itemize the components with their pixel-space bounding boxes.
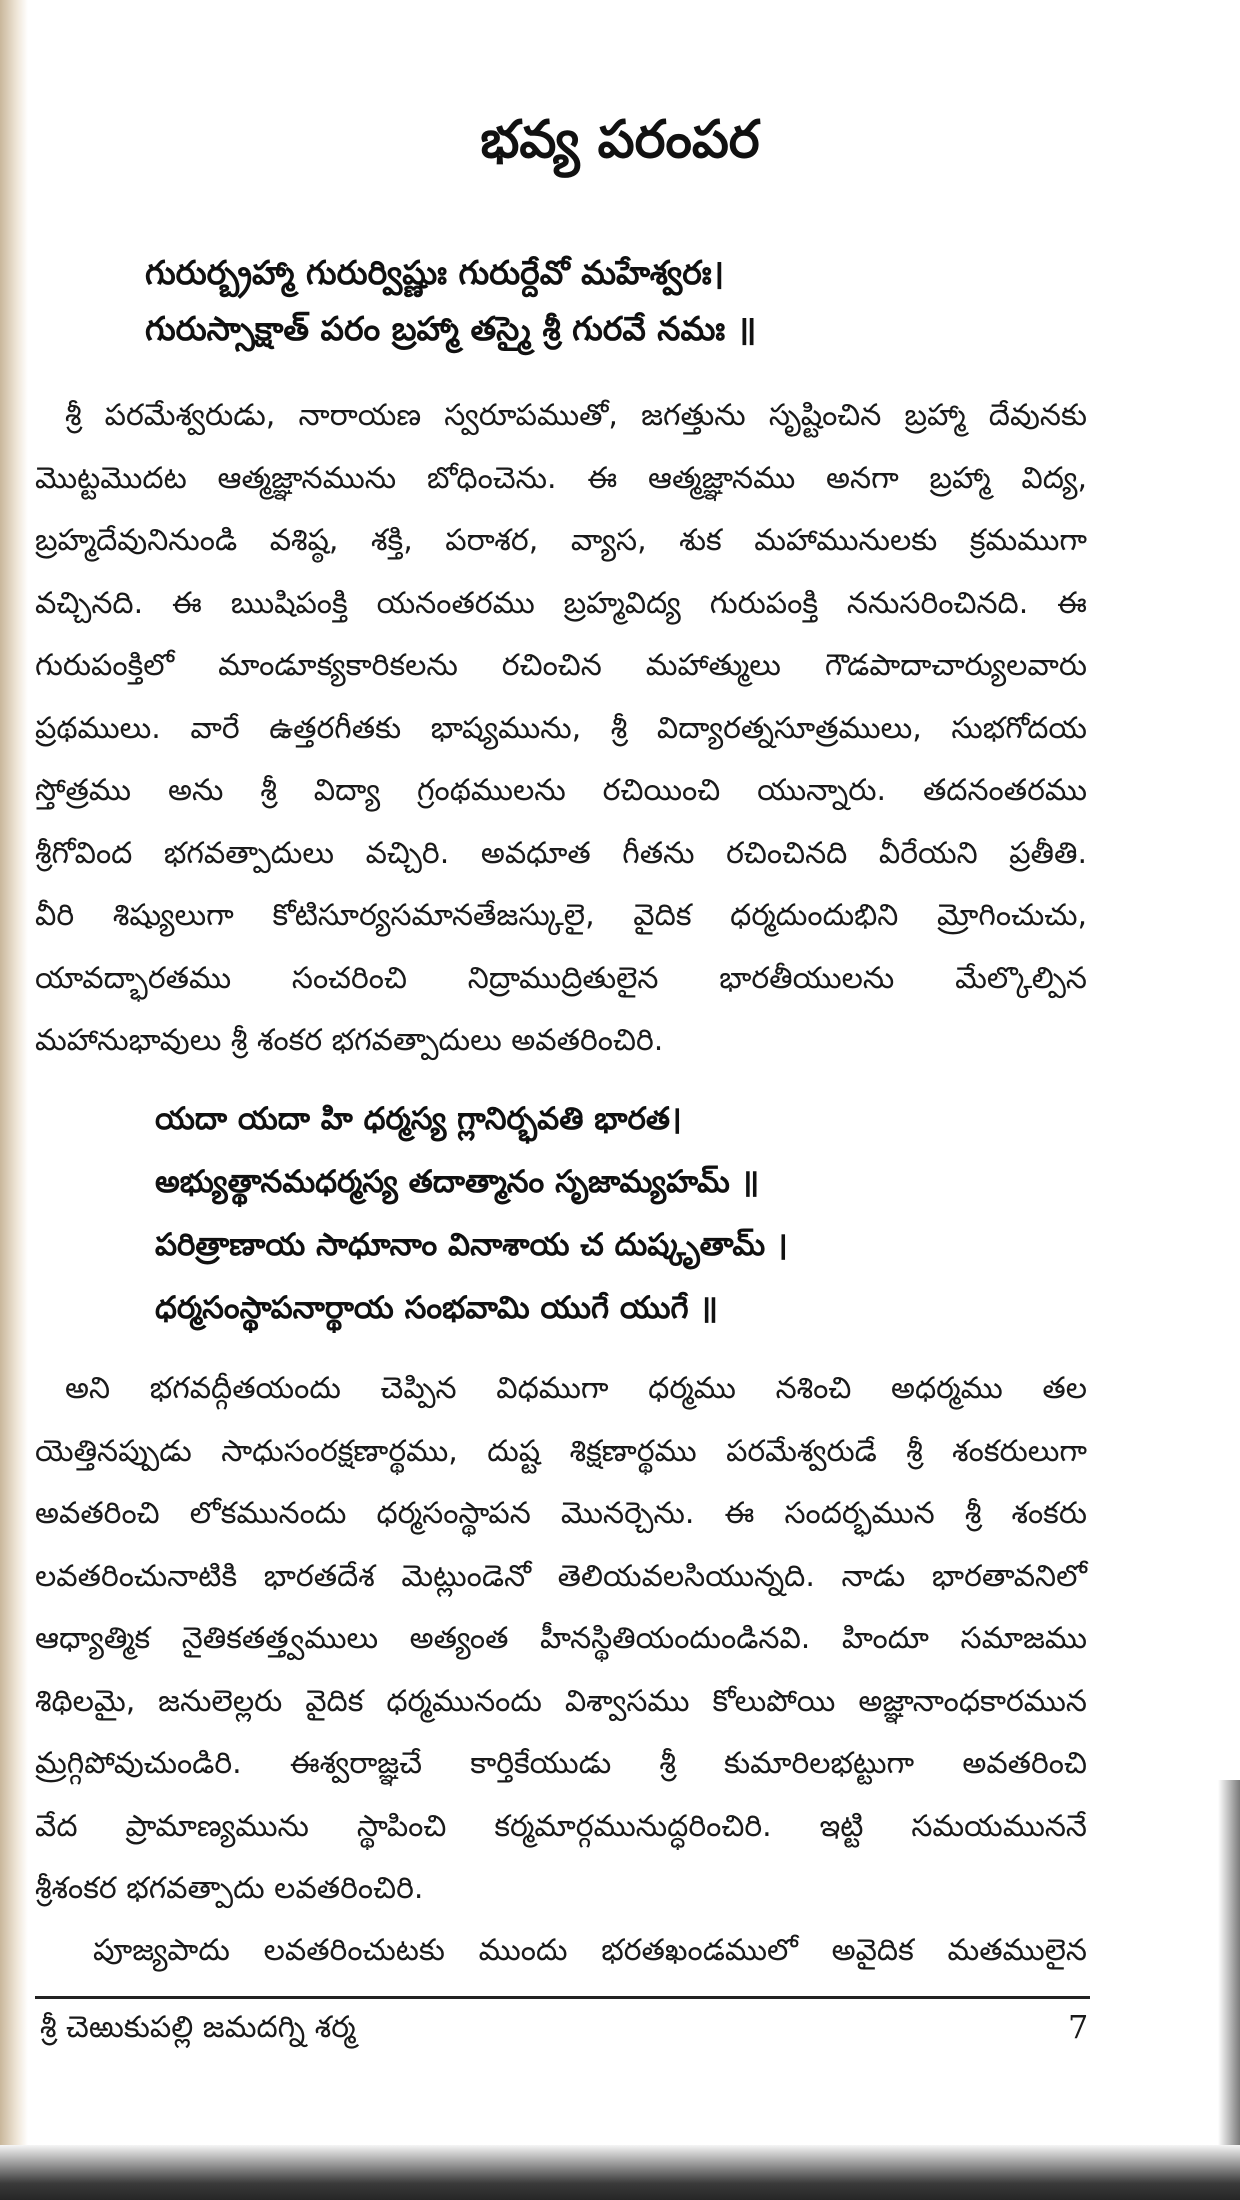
text-line: ఆధ్యాత్మిక నైతికతత్త్వములు అత్యంత హీనస్థితియందుండినవి. హిందూ సమాజము	[35, 1621, 1087, 1656]
guru-sloka	[145, 245, 756, 357]
page-bottom-shadow	[0, 2145, 1240, 2200]
text-line: గురుపంక్తిలో మాండూక్యకారికలను రచించిన మహాత్ములు గౌడపాదాచార్యులవారు	[35, 648, 1087, 683]
text-line: స్తోత్రము అను శ్రీ విద్యా గ్రంథములను రచియించి యున్నారు. తదనంతరము	[35, 773, 1087, 808]
text-line: యావద్భారతము సంచరించి నిద్రాముద్రితులైన భారతీయులను మేల్కొల్పిన	[35, 960, 1087, 996]
text-line: అని భగవద్గీతయందు చెప్పిన విధముగా ధర్మము నశించి అధర్మము తల	[65, 1371, 1087, 1406]
page-title: భవ్య పరంపర	[480, 110, 760, 170]
verse-line: పరిత్రాణాయ సాధూనాం వినాశాయ చ దుష్కృతామ్ ।	[155, 1227, 788, 1263]
page-number: 7	[1068, 2008, 1089, 2046]
verse-line: ధర్మసంస్థాపనార్థాయ సంభవామి యుగే యుగే ॥	[155, 1290, 718, 1326]
text-line: లవతరించునాటికి భారతదేశ మెట్లుండెనో తెలియవలసియున్నది. నాడు భారతావనిలో	[35, 1558, 1087, 1594]
paragraph-2	[35, 1358, 1087, 1921]
text-line: మహానుభావులు శ్రీ శంకర భగవత్పాదులు అవతరించిరి.	[35, 1023, 664, 1058]
text-line: శ్రీశంకర భగవత్పాదు లవతరించిరి.	[35, 1871, 424, 1906]
text-line: బ్రహ్మదేవునినుండి వశిష్ఠ, శక్తి, పరాశర, వ్యాస, శుక మహామునులకు క్రమముగా	[35, 523, 1087, 558]
text-line: వచ్చినది. ఈ ఋషిపంక్తి యనంతరము బ్రహ్మవిద్య గురుపంక్తి ననుసరించినది. ఈ	[35, 585, 1087, 621]
text-line: పూజ్యపాదు లవతరించుటకు ముందు భరతఖండములో అవైదిక మతములైన	[93, 1933, 1087, 1968]
text-line: అవతరించి లోకమునందు ధర్మసంస్థాపన మొనర్చెను. ఈ సందర్భమున శ్రీ శంకరు	[35, 1496, 1087, 1531]
page-binding-shadow	[0, 0, 28, 2200]
verse-line: గురుస్సాక్షాత్ పరం బ్రహ్మా తస్మై శ్రీ గురవే నమః ॥	[145, 309, 757, 348]
text-line: ప్రథములు. వారే ఉత్తరగీతకు భాష్యమును, శ్రీ విద్యారత్నసూత్రములు, సుభగోదయ	[35, 710, 1087, 746]
paragraph-1	[35, 385, 1087, 1073]
verse-line: యదా యదా హి ధర్మస్య గ్లానిర్భవతి భారత।	[155, 1101, 682, 1137]
text-line: శ్రీగోవింద భగవత్పాదులు వచ్చిరి. అవధూత గీతను రచించినది వీరేయని ప్రతీతి.	[35, 835, 1087, 871]
verse-line: అభ్యుత్థానమధర్మస్య తదాత్మానం సృజామ్యహమ్ ॥	[155, 1164, 760, 1200]
page-edge-shadow	[1218, 1780, 1240, 2200]
text-line: మ్రగ్గిపోవుచుండిరి. ఈశ్వరాజ్ఞచే కార్తికేయుడు శ్రీ కుమారిలభట్టుగా అవతరించి	[35, 1746, 1087, 1781]
gita-sloka	[155, 1088, 788, 1340]
text-line: మొట్టమొదట ఆత్మజ్ఞానమును బోధించెను. ఈ ఆత్మజ్ఞానము అనగా బ్రహ్మా విద్య,	[35, 460, 1087, 496]
text-line: శ్రీ పరమేశ్వరుడు, నారాయణ స్వరూపముతో, జగత్తును సృష్టించిన బ్రహ్మా దేవునకు	[65, 398, 1087, 433]
text-line: యెత్తినప్పుడు సాధుసంరక్షణార్థము, దుష్ట శిక్షణార్థము పరమేశ్వరుడే శ్రీ శంకరులుగా	[35, 1433, 1087, 1469]
text-line: శిథిలమై, జనులెల్లరు వైదిక ధర్మమునందు విశ్వాసము కోలుపోయి అజ్ఞానాంధకారమున	[35, 1683, 1087, 1719]
text-line: వీరి శిష్యులుగా కోటిసూర్యసమానతేజస్కులై, వైదిక ధర్మదుందుభిని మ్రోగించుచు,	[35, 898, 1087, 933]
footer-rule	[35, 1996, 1090, 1999]
author-name: శ్రీ చెఱుకుపల్లి జమదగ్ని శర్మ	[40, 2010, 356, 2045]
text-line: వేద ప్రామాణ్యమును స్థాపించి కర్మమార్గమునుద్ధరించిరి. ఇట్టి సమయముననే	[35, 1808, 1087, 1844]
paragraph-3	[35, 1920, 1087, 1983]
verse-line: గురుర్బ్రహ్మా గురుర్విష్ణుః గురుర్దేవో మహేశ్వరః।	[145, 253, 725, 292]
